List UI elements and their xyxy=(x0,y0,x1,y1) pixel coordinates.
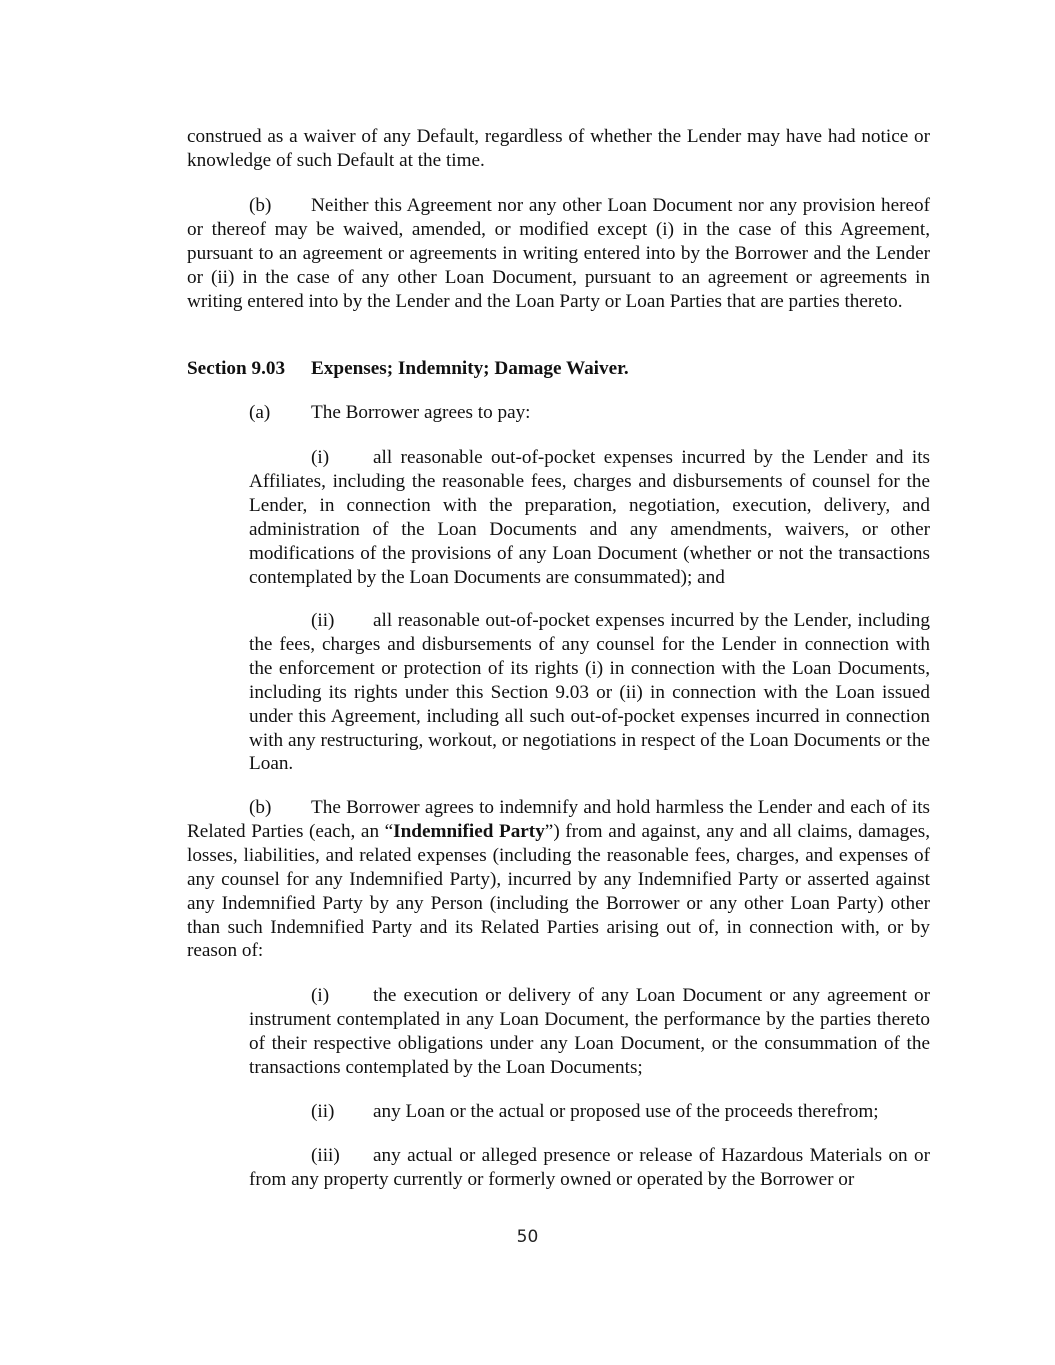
paragraph-a-ii xyxy=(249,609,930,776)
paragraph-marker: (a) xyxy=(249,402,271,423)
paragraph-continuation xyxy=(187,125,930,173)
paragraph-text: The Borrower agrees to indemnify and hold harmless the Lender and each of its Related Parties (each, an “ xyxy=(187,797,930,842)
paragraph-marker: (b) xyxy=(249,195,272,216)
paragraph-marker: (ii) xyxy=(311,1101,335,1122)
section-number: Section 9.03 xyxy=(187,358,286,379)
paragraph-b-indemnity xyxy=(187,796,930,963)
paragraph-text: all reasonable out-of-pocket expenses incurred by the Lender and its Affiliates, including the reasonable fees, charges and disbursements of counsel for the Lender, in connection with the preparation, negotiation, execution, delivery, and administration of the Loan Documents and any amendments, waivers, or other modifications of the provisions of any Loan Document (whether or not the transactions contemplated by the Loan Documents are consummated); and xyxy=(249,447,930,588)
paragraph-text: The Borrower agrees to pay: xyxy=(311,402,531,423)
defined-term: Indemnified Party xyxy=(393,820,545,842)
section-title: Expenses; Indemnity; Damage Waiver. xyxy=(311,358,629,379)
paragraph-marker: (ii) xyxy=(311,610,335,631)
paragraph-text: all reasonable out-of-pocket expenses incurred by the Lender, including the fees, charges and disbursements of any counsel for the Lender in connection with the enforcement or protection of its rights (i) in connection with the Loan Documents, including its rights under this Section 9.03 or (ii) in connection with the Loan issued under this Agreement, including all such out-of-pocket expenses incurred in connection with any restructuring, workout, or negotiations in respect of the Loan Documents or the Loan. xyxy=(249,610,930,775)
paragraph-text: ”) from and against, any and all claims, damages, losses, liabilities, and related expenses (including the reasonable fees, charges, and expenses of any counsel for any Indemnified Party), incurred by any Indemnified Party or asserted against any Indemnified Party by any Person (including the Borrower or any other Loan Party) other than such Indemnified Party and its Related Parties arising out of, in connection with, or by reason of: xyxy=(187,820,930,962)
paragraph-a xyxy=(249,401,531,425)
paragraph-marker: (i) xyxy=(311,447,330,468)
paragraph-text: construed as a waiver of any Default, regardless of whether the Lender may have had notice or knowledge of such Default at the time. xyxy=(187,126,930,171)
paragraph-b-ii xyxy=(311,1100,879,1124)
paragraph-text: the execution or delivery of any Loan Document or any agreement or instrument contemplated in any Loan Document, the performance by the parties thereto of their respective obligations under any Loan Document, or the consummation of the transactions contemplated by the Loan Documents; xyxy=(249,985,930,1078)
paragraph-text: Neither this Agreement nor any other Loan Document nor any provision hereof or thereof may be waived, amended, or modified except (i) in the case of this Agreement, pursuant to an agreement or agreements in writing entered into by the Borrower and the Lender or (ii) in the case of any other Loan Document, pursuant to an agreement or agreements in writing entered into by the Lender and the Loan Party or Loan Parties that are parties thereto. xyxy=(187,195,930,312)
page-number: 50 xyxy=(516,1227,539,1247)
paragraph-marker: (iii) xyxy=(311,1145,340,1166)
paragraph-marker: (b) xyxy=(249,797,272,818)
paragraph-text: any Loan or the actual or proposed use of the proceeds therefrom; xyxy=(373,1101,879,1122)
paragraph-marker: (i) xyxy=(311,985,330,1006)
paragraph-b-waiver xyxy=(187,194,930,314)
paragraph-b-i xyxy=(249,984,930,1080)
paragraph-b-iii xyxy=(249,1144,930,1192)
paragraph-a-i xyxy=(249,446,930,589)
section-heading xyxy=(187,357,629,381)
paragraph-text: any actual or alleged presence or release of Hazardous Materials on or from any property currently or formerly owned or operated by the Borrower or xyxy=(249,1145,930,1190)
